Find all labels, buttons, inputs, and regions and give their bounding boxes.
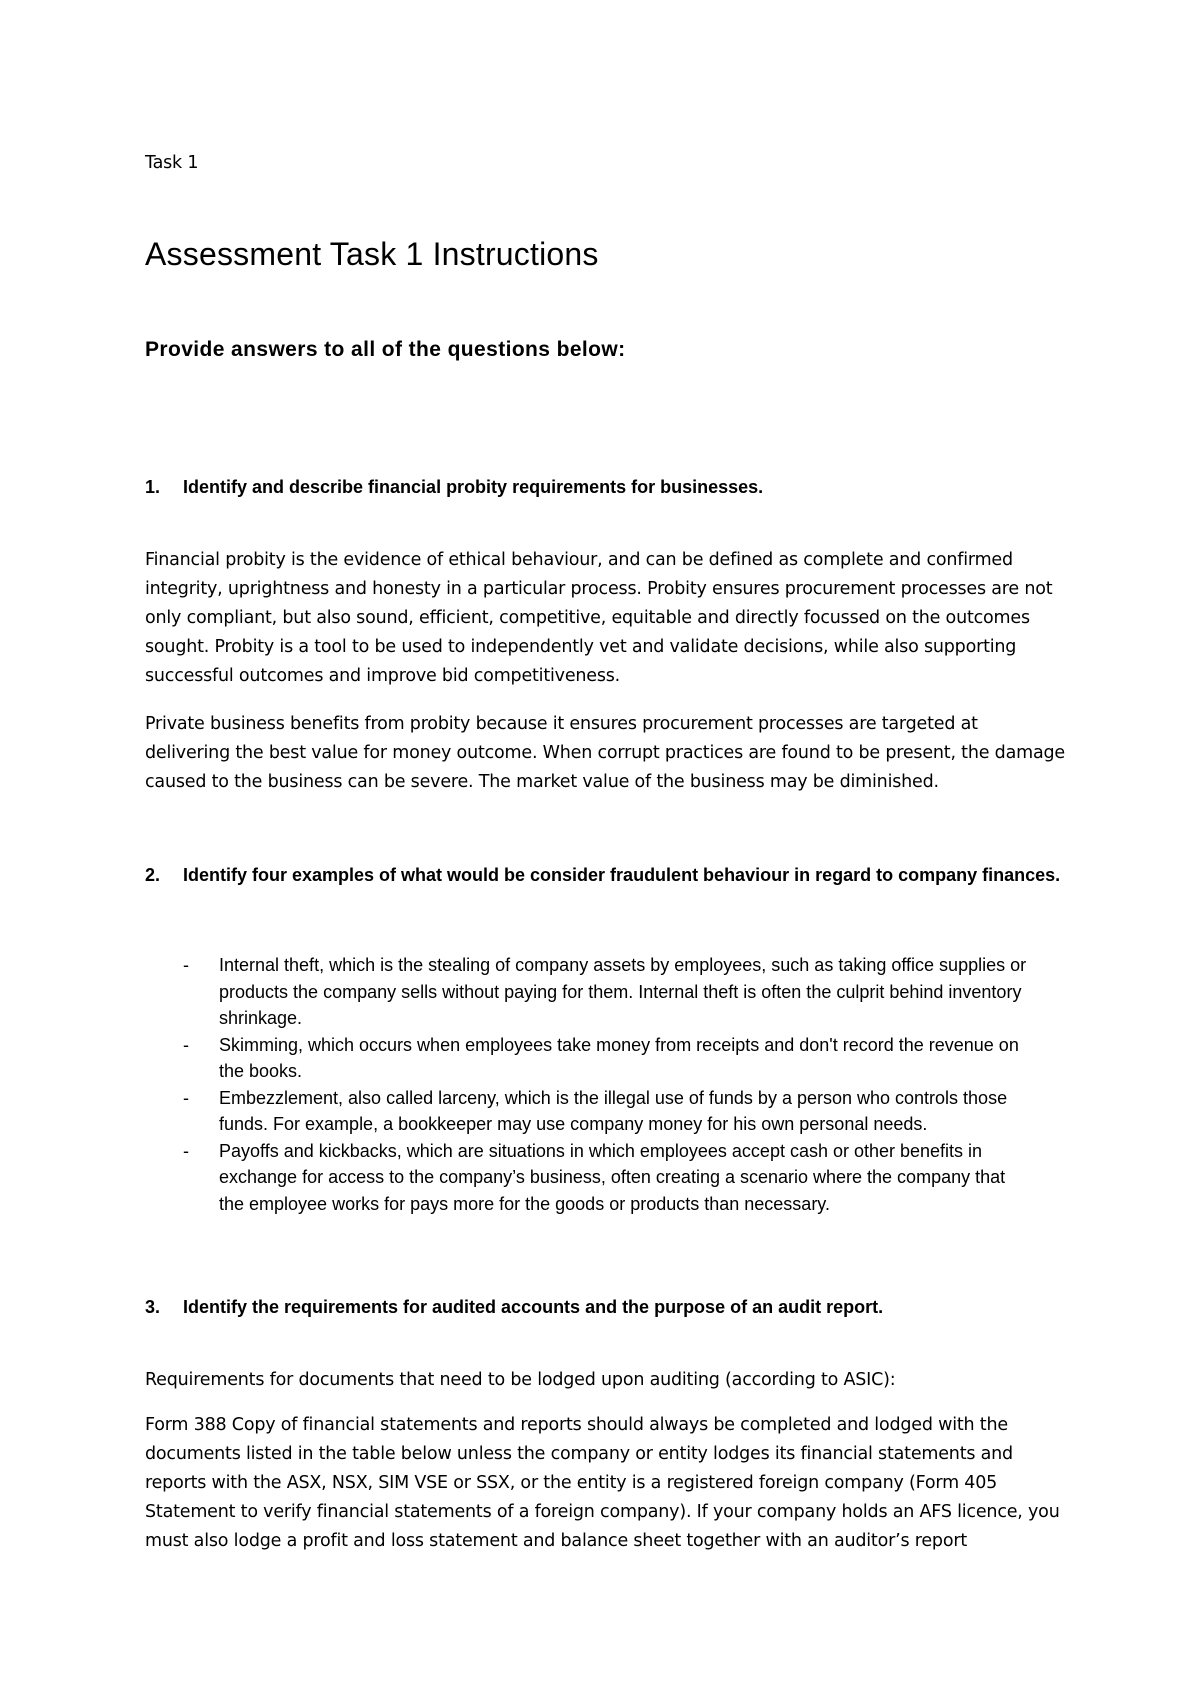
answer-paragraph: Requirements for documents that need to be lodged upon auditing (according to ASIC):	[145, 1370, 896, 1390]
bullet-dash: -	[183, 955, 189, 975]
page-subtitle: Provide answers to all of the questions below:	[145, 338, 626, 361]
answer-paragraph: Financial probity is the evidence of ethical behaviour, and can be defined as complete and confirmed integrity, uprightness and honesty in a particular process. Probity ensures procurement processes are not only compliant, but also sound, efficient, competitive, equitable and directly focussed on the outcomes sought. Probity is a tool to be used to independently vet and validate decisions, while also supporting successful outcomes and improve bid competitiveness.	[145, 550, 1053, 686]
list-item-text: Embezzlement, also called larceny, which is the illegal use of funds by a person who controls those funds. For example, a bookkeeper may use company money for his own personal needs.	[219, 1087, 1008, 1134]
list-item	[183, 1085, 1033, 1138]
question-number: 3.	[145, 1297, 161, 1317]
question-number: 1.	[145, 477, 161, 497]
header-label: Task 1	[145, 153, 199, 173]
question-1	[145, 474, 1065, 500]
list-item	[183, 952, 1033, 1032]
question-3	[145, 1294, 1065, 1320]
bullet-dash: -	[183, 1087, 189, 1108]
list-item-text: Internal theft, which is the stealing of company assets by employees, such as taking office supplies or products the company sells without paying for them. Internal theft is often the culprit behind inventory shrinkage.	[219, 955, 1027, 1028]
bullet-dash: -	[183, 1034, 189, 1055]
question-text: Identify four examples of what would be consider fraudulent behaviour in regard to company finances.	[183, 865, 1061, 885]
answer-paragraph: Private business benefits from probity because it ensures procurement processes are targeted at delivering the best value for money outcome. When corrupt practices are found to be present, the damage caused to the business can be severe. The market value of the business may be diminished.	[145, 714, 1065, 792]
list-item	[183, 1032, 1033, 1085]
answer-paragraph: Form 388 Copy of financial statements and reports should always be completed and lodged with the documents listed in the table below unless the company or entity lodges its financial statements and reports with the ASX, NSX, SIM VSE or SSX, or the entity is a registered foreign company (Form 405 Statement to verify financial statements of a foreign company). If your company holds an AFS licence, you must also lodge a profit and loss statement and balance sheet together with an auditor’s report	[145, 1415, 1060, 1551]
list-item-text: Payoffs and kickbacks, which are situations in which employees accept cash or other benefits in exchange for access to the company’s business, often creating a scenario where the company that the employee works for pays more for the goods or products than necessary.	[219, 1140, 1006, 1214]
question-2	[145, 862, 1065, 888]
fraud-examples-list	[183, 952, 1033, 1217]
question-text: Identify the requirements for audited accounts and the purpose of an audit report.	[183, 1297, 884, 1317]
bullet-dash: -	[183, 1140, 189, 1161]
page-title: Assessment Task 1 Instructions	[145, 236, 599, 272]
question-number: 2.	[145, 865, 161, 885]
list-item-text: Skimming, which occurs when employees take money from receipts and don't record the revenue on the books.	[219, 1034, 1019, 1081]
question-text: Identify and describe financial probity requirements for businesses.	[183, 477, 764, 497]
list-item	[183, 1138, 1033, 1218]
